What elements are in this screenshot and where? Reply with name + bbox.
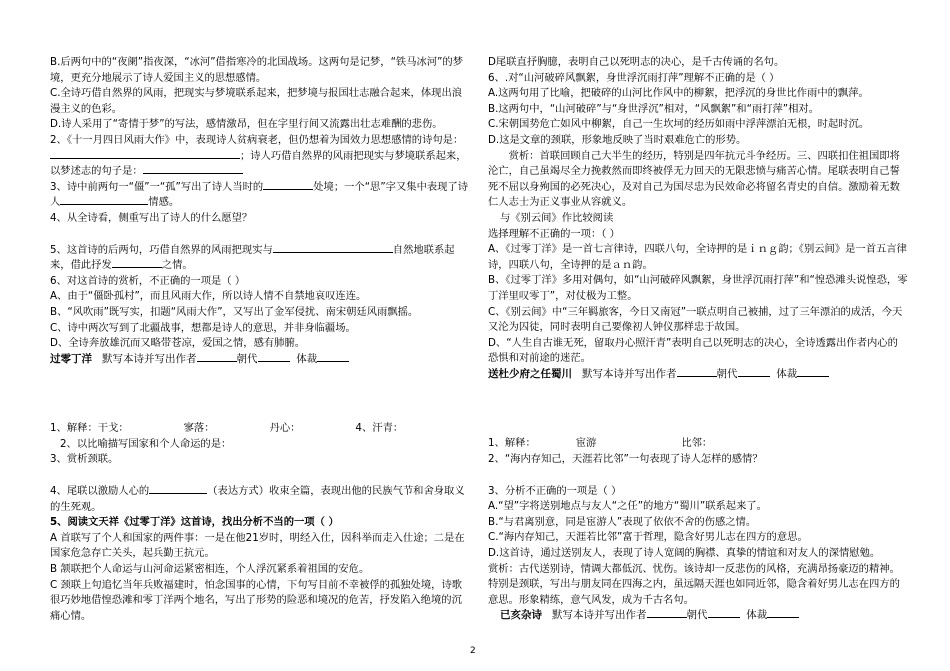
- text-line: 选择理解不正确的一项：（ ）: [488, 227, 620, 240]
- text-line: 与《别云间》作比较阅读: [500, 211, 614, 224]
- text-line: 4、尾联以激励人心的 （表达方式）收束全篇，表现出他的民族气节和舍身取义的生死观。: [50, 485, 465, 513]
- appreciation: 赏析：首联回顾自己大半生的经历，特别是四年抗元斗争经历。三、四联扣住祖国即将沦亡，自己虽竭尽全力挽救然而即终被俘无力回天的无限悲愤与痛苦心情。尾联表明自己誓死不屈以身殉国的必死决心，及对自己为国尽忠为民效命必将留名青史的自信。激励着无数仁人志士为正义事业从容就义。: [488, 149, 900, 209]
- answer-blank[interactable]: [149, 493, 207, 494]
- text-line: C.全诗巧借自然界的风雨，把现实与梦境联系起来，把梦境与报国壮志融合起来，体现出浪漫主义的色彩。: [50, 87, 463, 115]
- answer-blank[interactable]: [317, 361, 349, 362]
- option-b: B 颔联把个人命运与山河命运紧密相连，个人浮沉紧系着祖国的安危。: [50, 563, 370, 576]
- answer-blank[interactable]: [797, 376, 829, 377]
- section-heading: 过零丁洋 默写本诗并写出作者 朝代 体裁: [50, 352, 470, 368]
- question-6: 6、对这首诗的赏析，不正确的一项是（ ）: [50, 274, 246, 287]
- text-line: B.后两句中的“夜阑”指夜深，“冰河”借指寒冷的北国战场。这两句是记梦，“铁马冰河”的梦境，更充分地展示了诗人爱国主义的思想感情。: [50, 56, 464, 84]
- left-column: [50, 55, 470, 624]
- answer-blank[interactable]: [647, 617, 687, 618]
- option-d: D、“人生自古谁无死，留取丹心照汗青”表明自己以死明志的决心，全诗透露出作者内心的恐惧和对前途的迷茫。: [488, 336, 898, 365]
- answer-blank[interactable]: [143, 173, 243, 174]
- page-number: 2: [470, 646, 476, 656]
- option-c: C 颈联上句追忆当年兵败福建时，怕念国事的心情，下句写目前不幸被俘的孤独处境，诗歌很巧妙地借惶恐滩和零丁洋两个地名，写出了形势的险恶和境况的危苦，抒发陷入绝境的沉痛心情。: [50, 578, 463, 622]
- answer-blank[interactable]: [263, 189, 313, 190]
- answer-blank[interactable]: [258, 361, 290, 362]
- option-c: C、《别云间》中“三年羁旅客，今日又南冠”一联点明自己被捕，过了三年漂泊的成活，今天又沦为囚徒，同时表明自己要像初人钟仪那样忠于故国。: [488, 305, 903, 334]
- section-heading: 送杜少府之任蜀川 默写本诗并写出作者 朝代 体裁: [488, 367, 908, 383]
- right-column: [488, 55, 908, 624]
- answer-blank[interactable]: [708, 617, 740, 618]
- option-d: D.这是文章的颈联，形象地反映了当时艰难危亡的形势。: [488, 133, 747, 146]
- question-3: 3、分析不正确的一项是（ ）: [488, 484, 622, 497]
- answer-blank[interactable]: [767, 617, 799, 618]
- option-b: B.这两句中，“山河破碎”与“身世浮沉”相对，“风飘絮”和“雨打萍”相对。: [488, 102, 820, 115]
- question-4: 4、从全诗看，侧重写出了诗人的什么愿望？: [50, 211, 253, 224]
- question-1: 1、解释：干戈： 寥落： 丹心： 4、汗青：: [50, 422, 404, 435]
- option-a: A.“望”字将送别地点与友人“之任”的地方“蜀川”联系起来了。: [488, 500, 767, 513]
- option-a: A、由于“僵卧孤村”，而且风雨大作，所以诗人情不自禁地哀叹连连。: [50, 290, 367, 303]
- question-2: 2、《十一月四日风雨大作》中，表现诗人贫病衰老，但仍想着为国效力思想感情的诗句是：；诗人巧借自然界的风雨把现实与梦境联系起来，以梦述志的句子是：: [50, 133, 467, 178]
- option-b: B、“风吹雨”既写实，扣题“风雨大作”，又写出了金军侵扰、南宋朝廷风雨飘摇。: [50, 305, 419, 318]
- poem-title: 过零丁洋: [50, 352, 92, 365]
- question-2: 2、“海内存知己，天涯若比邻”一句表现了诗人怎样的感情？: [488, 453, 763, 466]
- question-5b: 5、阅读文天祥《过零丁洋》这首诗，找出分析不当的一项（ ）: [50, 516, 339, 529]
- answer-blank[interactable]: [738, 376, 770, 377]
- question-1: 1、解释： 宦游 比邻：: [488, 437, 713, 450]
- text-line: D尾联直抒胸臆，表明自己以死明志的决心，是千古传诵的名句。: [488, 56, 785, 68]
- option-a: A、《过零丁洋》是一首七言律诗，四联八句，全诗押的是ｉｎｇ韵；《别云间》是一首五言律诗，四联八句，全诗押的是ａｎ韵。: [488, 243, 907, 271]
- option-d: D.这首诗，通过送别友人，表现了诗人宽阔的胸襟、真挚的情谊和对友人的深情慰勉。: [488, 547, 881, 560]
- option-b: B、《过零丁洋》多用对偶句，如“山河破碎风飘絮，身世浮沉雨打萍”和“惶恐滩头说惶恐，零丁洋里叹零丁”，对仗极为工整。: [488, 274, 908, 302]
- section-heading: 已亥杂诗 默写本诗并写出作者 朝代 体裁: [488, 608, 908, 624]
- text-line: 3、赏析颈联。: [50, 453, 119, 466]
- option-c: C、诗中两次写到了北疆战事，想都是诗人的意思，并非身临疆场。: [50, 321, 356, 334]
- option-a: A.这两句用了比喻，把破碎的山河比作风中的柳絮，把浮沉的身世比作雨中的飘萍。: [488, 87, 869, 100]
- answer-blank[interactable]: [112, 267, 162, 268]
- poem-title: 已亥杂诗: [500, 609, 542, 622]
- poem-title: 送杜少府之任蜀川: [488, 367, 572, 380]
- answer-blank[interactable]: [50, 158, 240, 159]
- answer-blank[interactable]: [60, 204, 148, 205]
- text-line: 2、以比喻描写国家和个人命运的是：: [60, 437, 232, 450]
- answer-blank[interactable]: [677, 376, 717, 377]
- answer-blank[interactable]: [273, 252, 393, 253]
- option-a: A 首联写了个人和国家的两件事：一是在他21岁时，明经入仕，因科举而走入仕途；二是在国家危急存亡关头，起兵勤王抗元。: [50, 531, 465, 560]
- question-6: 6、.对“山河破碎风飘絮，身世浮沉雨打萍”理解不正确的是（ ）: [488, 71, 780, 84]
- question-3: 3、诗中前两句一“僵”一“孤”写出了诗人当时的 处境；一个“思”字又集中表现了诗人 情感。: [50, 180, 469, 209]
- question-5: 5、这首诗的后两句，巧借自然界的风雨把现实与 自然地联系起来，借此抒发 之情。: [50, 243, 455, 272]
- appreciation: 赏析：古代送别诗，情调大都低沉、忧伤。该诗却一反悲伤的风格，充满昂扬豪迈的精神。特别是颈联，写出与朋友同在四海之内，虽远隔天涯也如同近邻，隐含着好男儿志在四方的意思。形象精练，意气风发，成为千古名句。: [488, 562, 900, 606]
- option-c: C.“海内存知己，天涯若比邻”富于哲理，隐含好男儿志在四方的意思。: [488, 531, 808, 544]
- option-d: D、全诗奔放雄沉而又略带苍凉，爱国之情，感有肺腑。: [50, 337, 306, 350]
- option-c: C.宋朝国势危亡如风中柳絮，自己一生坎坷的经历如雨中浮萍漂泊无根，时起时沉。: [488, 118, 870, 131]
- answer-blank[interactable]: [197, 361, 237, 362]
- option-b: B.“与君离别意，同是宦游人”表现了依依不舍的伤感之情。: [488, 515, 757, 528]
- text-line: D.诗人采用了“寄情于梦”的写法，感情激昂，但在字里行间又流露出壮志难酬的悲伤。: [50, 118, 443, 131]
